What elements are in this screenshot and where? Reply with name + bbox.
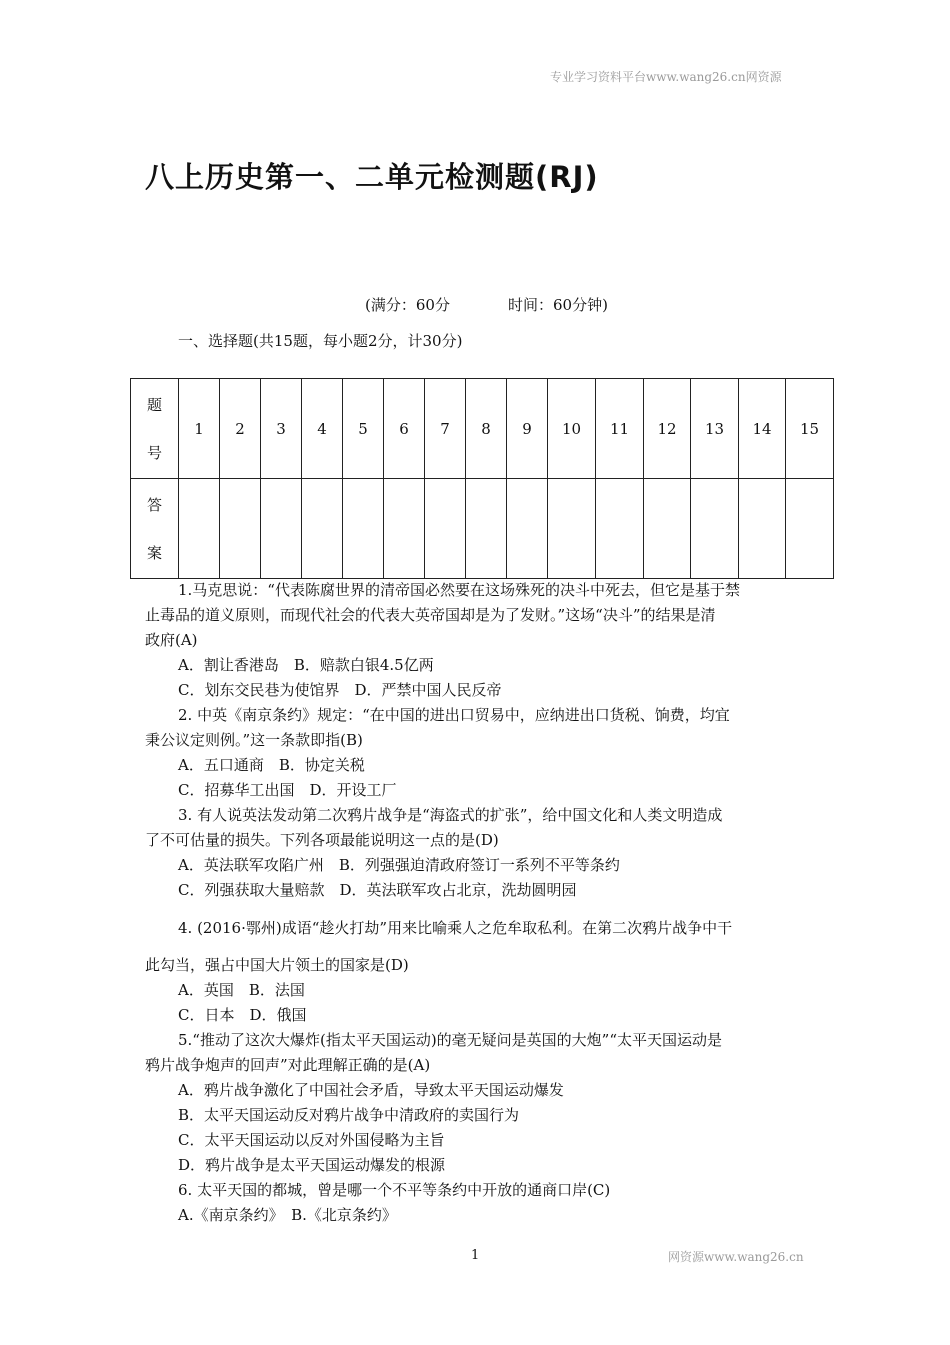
header-char: 案	[146, 543, 162, 562]
question-text-line: C．招募华工出国 D．开设工厂	[178, 781, 397, 799]
question-number-cell: 10	[548, 379, 596, 479]
answer-cell[interactable]	[384, 479, 425, 579]
question-text-line: 鸦片战争炮声的回声”对此理解正确的是(A)	[145, 1056, 431, 1074]
question-number-cell: 13	[691, 379, 739, 479]
question-text-line: 了不可估量的损失。下列各项最能说明这一点的是(D)	[145, 831, 499, 849]
question-text-line: 此勾当，强占中国大片领土的国家是(D)	[145, 956, 409, 974]
question-text-line: A．五口通商 B．协定关税	[178, 756, 365, 774]
question-text-line: 止毒品的道义原则，而现代社会的代表大英帝国却是为了发财。”这场“决斗”的结果是清	[145, 606, 716, 624]
question-text-line: 6. 太平天国的都城，曾是哪一个不平等条约中开放的通商口岸(C)	[178, 1181, 611, 1199]
question-text-line: 1.马克思说：“代表陈腐世界的清帝国必然要在这场殊死的决斗中死去，但它是基于禁	[178, 581, 740, 599]
answer-cell[interactable]	[302, 479, 343, 579]
question-number-cell: 15	[786, 379, 834, 479]
header-char: 答	[146, 495, 162, 514]
answer-cell[interactable]	[739, 479, 786, 579]
question-number-cell: 4	[302, 379, 343, 479]
answer-cell[interactable]	[644, 479, 691, 579]
header-cell-answer	[131, 479, 179, 579]
question-number-cell: 7	[425, 379, 466, 479]
answer-cell[interactable]	[507, 479, 548, 579]
question-text-line: B．太平天国运动反对鸦片战争中清政府的卖国行为	[178, 1106, 520, 1124]
full-score: (满分：60分	[365, 296, 450, 314]
answer-table	[130, 378, 834, 579]
question-number-cell: 9	[507, 379, 548, 479]
question-text-line: 3. 有人说英法发动第二次鸦片战争是“海盗式的扩张”，给中国文化和人类文明造成	[178, 806, 723, 824]
answer-cell[interactable]	[220, 479, 261, 579]
question-text-line: A．英国 B．法国	[178, 981, 305, 999]
question-number-cell: 6	[384, 379, 425, 479]
answer-cell[interactable]	[343, 479, 384, 579]
question-text-line: 秉公议定则例。”这一条款即指(B)	[145, 731, 363, 749]
answer-cell[interactable]	[786, 479, 834, 579]
question-text-line: C．划东交民巷为使馆界 D．严禁中国人民反帝	[178, 681, 502, 699]
question-number-cell: 5	[343, 379, 384, 479]
answer-cell[interactable]	[466, 479, 507, 579]
answer-cell[interactable]	[261, 479, 302, 579]
question-number-cell: 2	[220, 379, 261, 479]
header-watermark: 专业学习资料平台www.wang26.cn网资源	[550, 70, 782, 84]
question-text-line: A．英法联军攻陷广州 B．列强强迫清政府签订一系列不平等条约	[178, 856, 620, 874]
answer-cell[interactable]	[425, 479, 466, 579]
page-number: 1	[471, 1248, 480, 1263]
header-char: 号	[146, 443, 162, 462]
section-heading: 一、选择题(共15题，每小题2分，计30分)	[178, 332, 463, 350]
question-text-line: D．鸦片战争是太平天国运动爆发的根源	[178, 1156, 446, 1174]
question-number-cell: 12	[644, 379, 691, 479]
question-text-line: 政府(A)	[145, 631, 198, 649]
answer-cell[interactable]	[179, 479, 220, 579]
footer-watermark: 网资源www.wang26.cn	[668, 1250, 804, 1264]
header-cell-number	[131, 379, 179, 479]
question-text-line: C．日本 D．俄国	[178, 1006, 307, 1024]
question-text-line: A．鸦片战争激化了中国社会矛盾，导致太平天国运动爆发	[178, 1081, 564, 1099]
header-char: 题	[146, 395, 162, 414]
question-text-line: C．列强获取大量赔款 D．英法联军攻占北京，洗劫圆明园	[178, 881, 577, 899]
question-text-line: 2. 中英《南京条约》规定：“在中国的进出口贸易中，应纳进出口货税、饷费，均宜	[178, 706, 730, 724]
question-number-cell: 14	[739, 379, 786, 479]
time-limit: 时间：60分钟)	[508, 296, 608, 314]
answer-cell[interactable]	[691, 479, 739, 579]
question-number-cell: 3	[261, 379, 302, 479]
question-text-line: C．太平天国运动以反对外国侵略为主旨	[178, 1131, 445, 1149]
page-title: 八上历史第一、二单元检测题(RJ)	[145, 160, 599, 194]
question-number-cell: 1	[179, 379, 220, 479]
question-text-line: A．割让香港岛 B．赔款白银4.5亿两	[178, 656, 434, 674]
answer-cell[interactable]	[548, 479, 596, 579]
question-text-line: 5.“推动了这次大爆炸(指太平天国运动)的毫无疑问是英国的大炮”“太平天国运动是	[178, 1031, 723, 1049]
question-text-line: 4. (2016·鄂州)成语“趁火打劫”用来比喻乘人之危牟取私利。在第二次鸦片战争中干	[178, 919, 733, 937]
question-text-line: A.《南京条约》 B.《北京条约》	[178, 1206, 397, 1224]
question-number-cell: 8	[466, 379, 507, 479]
answer-cell[interactable]	[596, 479, 644, 579]
question-number-cell: 11	[596, 379, 644, 479]
